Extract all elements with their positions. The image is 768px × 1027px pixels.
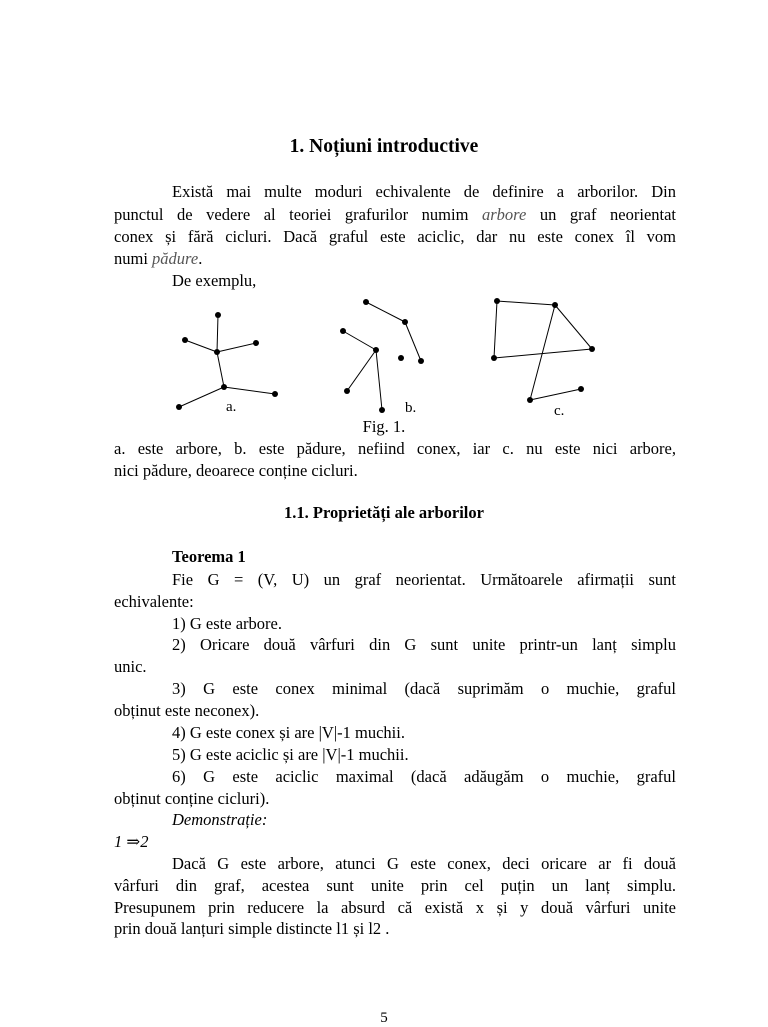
term-padure: pădure xyxy=(152,249,199,268)
graph-c xyxy=(494,301,592,400)
theorem-item-2b: unic. xyxy=(114,657,147,676)
theorem-line-2: echivalente: xyxy=(114,592,194,611)
theorem-item-5: 5) G este aciclic și are |V|-1 muchii. xyxy=(172,745,409,764)
proof-step: 1 ⇒2 xyxy=(114,832,149,851)
graph-b-nodes xyxy=(340,299,424,413)
proof-line-1: Dacă G este arbore, atunci G este conex, deci oricare ar fi două xyxy=(172,854,676,873)
intro-line-4-end: . xyxy=(198,249,203,268)
proof-line-2: vârfuri din graf, acestea sunt unite prin cel puțin un lanț simplu. xyxy=(114,876,676,895)
figure-caption: Fig. 1. xyxy=(362,417,406,436)
label-b: b. xyxy=(405,400,417,416)
intro-line-3: conex și fără cicluri. Dacă graful este aciclic, dar nu este conex îl vom xyxy=(114,227,676,246)
page-number: 5 xyxy=(380,1010,388,1026)
theorem-item-6a: 6) G este aciclic maximal (dacă adăugăm o muchie, graful xyxy=(172,767,676,786)
proof-line-4: prin două lanțuri simple distincte l1 și l2 . xyxy=(114,919,390,938)
theorem-heading: Teorema 1 xyxy=(172,547,246,566)
graph-a xyxy=(179,315,275,407)
label-c: c. xyxy=(554,403,565,419)
intro-line-1: Există mai multe moduri echivalente de definire a arborilor. Din xyxy=(172,182,676,201)
intro-line-4-text: numi xyxy=(114,249,148,268)
section-title: 1.1. Proprietăți ale arborilor xyxy=(284,503,484,522)
theorem-item-4: 4) G este conex și are |V|-1 muchii. xyxy=(172,723,405,742)
term-arbore: arbore xyxy=(481,205,527,224)
chapter-title: 1. Noțiuni introductive xyxy=(289,136,479,157)
theorem-item-6b: obținut conține cicluri). xyxy=(114,789,270,808)
intro-line-2-rest: un graf neorientat xyxy=(539,205,677,224)
graph-b xyxy=(343,302,421,410)
proof-heading: Demonstrație: xyxy=(172,810,268,829)
proof-line-3: Presupunem prin reducere la absurd că există x și y două vârfuri unite xyxy=(114,898,676,917)
intro-line-2 xyxy=(114,204,676,226)
theorem-item-3a: 3) G este conex minimal (dacă suprimăm o muchie, graful xyxy=(172,679,676,698)
graph-figure xyxy=(165,290,605,420)
intro-line-4 xyxy=(114,248,202,270)
fig-note-line-2: nici pădure, deoarece conține cicluri. xyxy=(114,461,358,480)
label-a: a. xyxy=(226,399,237,415)
graph-a-nodes xyxy=(176,312,278,410)
theorem-item-1: 1) G este arbore. xyxy=(172,614,282,633)
theorem-item-3b: obținut este neconex). xyxy=(114,701,260,720)
theorem-line-1: Fie G = (V, U) un graf neorientat. Următoarele afirmații sunt xyxy=(172,570,676,589)
fig-note-line-1: a. este arbore, b. este pădure, nefiind conex, iar c. nu este nici arbore, xyxy=(114,439,676,458)
intro-line-5: De exemplu, xyxy=(172,271,257,290)
intro-line-2-text: punctul de vedere al teoriei grafurilor numim xyxy=(114,205,469,224)
theorem-item-2a: 2) Oricare două vârfuri din G sunt unite printr-un lanț simplu xyxy=(172,635,676,654)
